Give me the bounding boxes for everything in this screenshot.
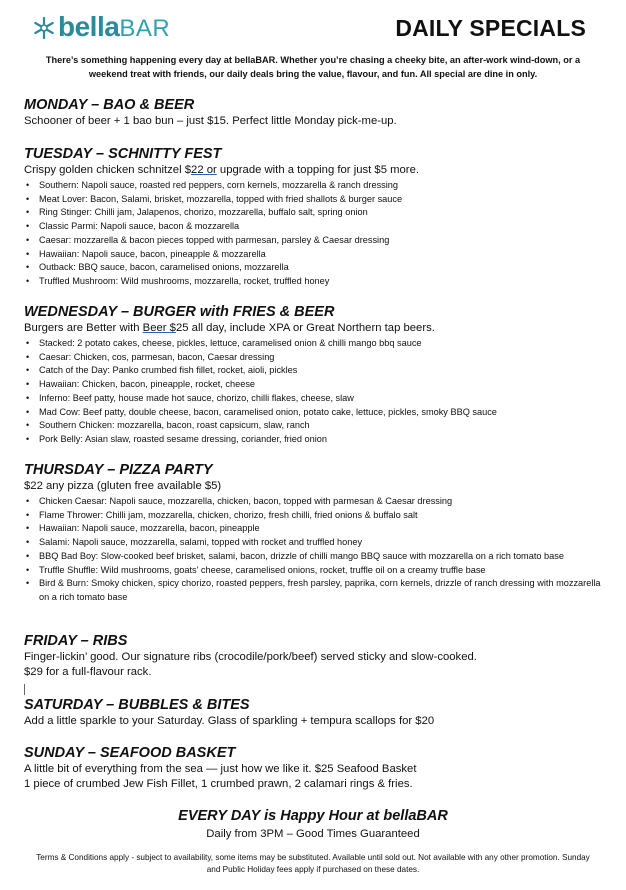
wednesday-desc: Burgers are Better with Beer $25 all day, include XPA or Great Northern tap beers. [24,322,435,334]
sunday-desc: A little bit of everything from the sea — just how we like it. $25 Seafood Basket [24,763,417,775]
list-item: • Truffled Mushroom: Wild mushrooms, mozzarella, rocket, truffled honey [24,275,604,289]
page-title: DAILY SPECIALS [395,15,586,41]
list-item: • Mad Cow: Beef patty, double cheese, bacon, caramelised onion, potato cake, lettuce, pickles, smoky BBQ sauce [24,406,604,420]
list-item: • Flame Thrower: Chilli jam, mozzarella, chicken, chorizo, fresh chilli, fried onions & buffalo salt [24,509,604,523]
thursday-menu-list [24,495,604,605]
thursday-desc: $22 any pizza (gluten free available $5) [24,480,222,492]
terms-text: Terms & Conditions apply - subject to availability, some items may be substituted. Available until sold out. Not available with any other promotion. Sunday and Public Holiday fees apply if purchased on these dates. [36,853,590,874]
list-item: • Caesar: mozzarella & bacon pieces topped with parmesan, parsley & Caesar dressing [24,234,604,248]
list-item: • Catch of the Day: Panko crumbed fish fillet, rocket, aioli, pickles [24,364,604,378]
monday-section [24,96,604,129]
thursday-title: THURSDAY – PIZZA PARTY [24,462,213,478]
friday-desc: Finger-lickin’ good. Our signature ribs (crocodile/pork/beef) served sticky and slow-cooked. [24,651,477,663]
sunday-title: SUNDAY – SEAFOOD BASKET [24,745,236,761]
list-item: • Outback: BBQ sauce, bacon, caramelised onions, mozzarella [24,261,604,275]
list-item: • Inferno: Beef patty, house made hot sauce, chorizo, chilli flakes, cheese, slaw [24,392,604,406]
friday-title: FRIDAY – RIBS [24,633,128,649]
list-item: • BBQ Bad Boy: Slow-cooked beef brisket, salami, bacon, drizzle of chilli mango BBQ sauce with mozzarella on a rich tomato base [24,550,604,564]
wednesday-menu-list [24,337,604,447]
wednesday-section [24,303,604,447]
monday-desc: Schooner of beer + 1 bao bun – just $15. Perfect little Monday pick-me-up. [24,115,397,127]
saturday-desc: Add a little sparkle to your Saturday. Glass of sparkling + tempura scallops for $20 [24,715,435,727]
list-item: • Hawaiian: Napoli sauce, bacon, pineapple & mozzarella [24,248,604,262]
happy-hour-subtitle: Daily from 3PM – Good Times Guaranteed [206,828,420,840]
list-item: • Classic Parmi: Napoli sauce, bacon & mozzarella [24,220,604,234]
brand-name: bellaBAR [58,11,171,42]
bellabar-logo [32,12,170,44]
list-item: • Southern: Napoli sauce, roasted red peppers, corn kernels, mozzarella & ranch dressing [24,179,604,193]
saturday-section [24,696,604,729]
sunday-detail: 1 piece of crumbed Jew Fish Fillet, 1 crumbed prawn, 2 calamari rings & fries. [24,778,413,790]
monday-title: MONDAY – BAO & BEER [24,97,195,113]
list-item: • Stacked: 2 potato cakes, cheese, pickles, lettuce, caramelised onion & chilli mango bbq sauce [24,337,604,351]
header [0,0,626,52]
thursday-section [24,461,604,605]
happy-hour-title: EVERY DAY is Happy Hour at bellaBAR [178,808,448,824]
list-item: • Truffle Shuffle: Wild mushrooms, goats' cheese, caramelised onions, rocket, truffle oil on a creamy truffle base [24,564,604,578]
tuesday-title: TUESDAY – SCHNITTY FEST [24,146,222,162]
snowflake-icon [32,16,56,40]
tuesday-menu-list [24,179,604,289]
tuesday-section [24,145,604,289]
sunday-section [24,744,604,792]
list-item: • Caesar: Chicken, cos, parmesan, bacon, Caesar dressing [24,351,604,365]
list-item: • Bird & Burn: Smoky chicken, spicy chorizo, roasted peppers, fresh parsley, paprika, corn kernels, drizzle of ranch dressing with mozzarella on a rich tomato base [24,577,604,604]
list-item: • Ring Stinger: Chilli jam, Jalapenos, chorizo, mozzarella, buffalo salt, spring onion [24,206,604,220]
text-cursor [24,684,25,695]
list-item: • Hawaiian: Chicken, bacon, pineapple, rocket, cheese [24,378,604,392]
list-item: • Hawaiian: Napoli sauce, mozzarella, bacon, pineapple [24,522,604,536]
intro-text: There’s something happening every day at bellaBAR. Whether you’re chasing a cheeky bite, an after-work wind-down, or a weekend treat with friends, our daily deals bring the value, flavour, and fun. All special are dine in only. [45,55,581,79]
friday-section [24,632,604,680]
saturday-title: SATURDAY – BUBBLES & BITES [24,697,250,713]
friday-price: $29 for a full-flavour rack. [24,666,152,678]
list-item: • Chicken Caesar: Napoli sauce, mozzarella, chicken, bacon, topped with parmesan & Caesar dressing [24,495,604,509]
list-item: • Salami: Napoli sauce, mozzarella, salami, topped with rocket and truffled honey [24,536,604,550]
list-item: • Pork Belly: Asian slaw, roasted sesame dressing, coriander, fried onion [24,433,604,447]
list-item: • Southern Chicken: mozzarella, bacon, roast capsicum, slaw, ranch [24,419,604,433]
tuesday-desc: Crispy golden chicken schnitzel $22 or upgrade with a topping for just $5 more. [24,164,419,176]
list-item: • Meat Lover: Bacon, Salami, brisket, mozzarella, topped with fried shallots & burger sauce [24,193,604,207]
wednesday-title: WEDNESDAY – BURGER with FRIES & BEER [24,304,335,320]
